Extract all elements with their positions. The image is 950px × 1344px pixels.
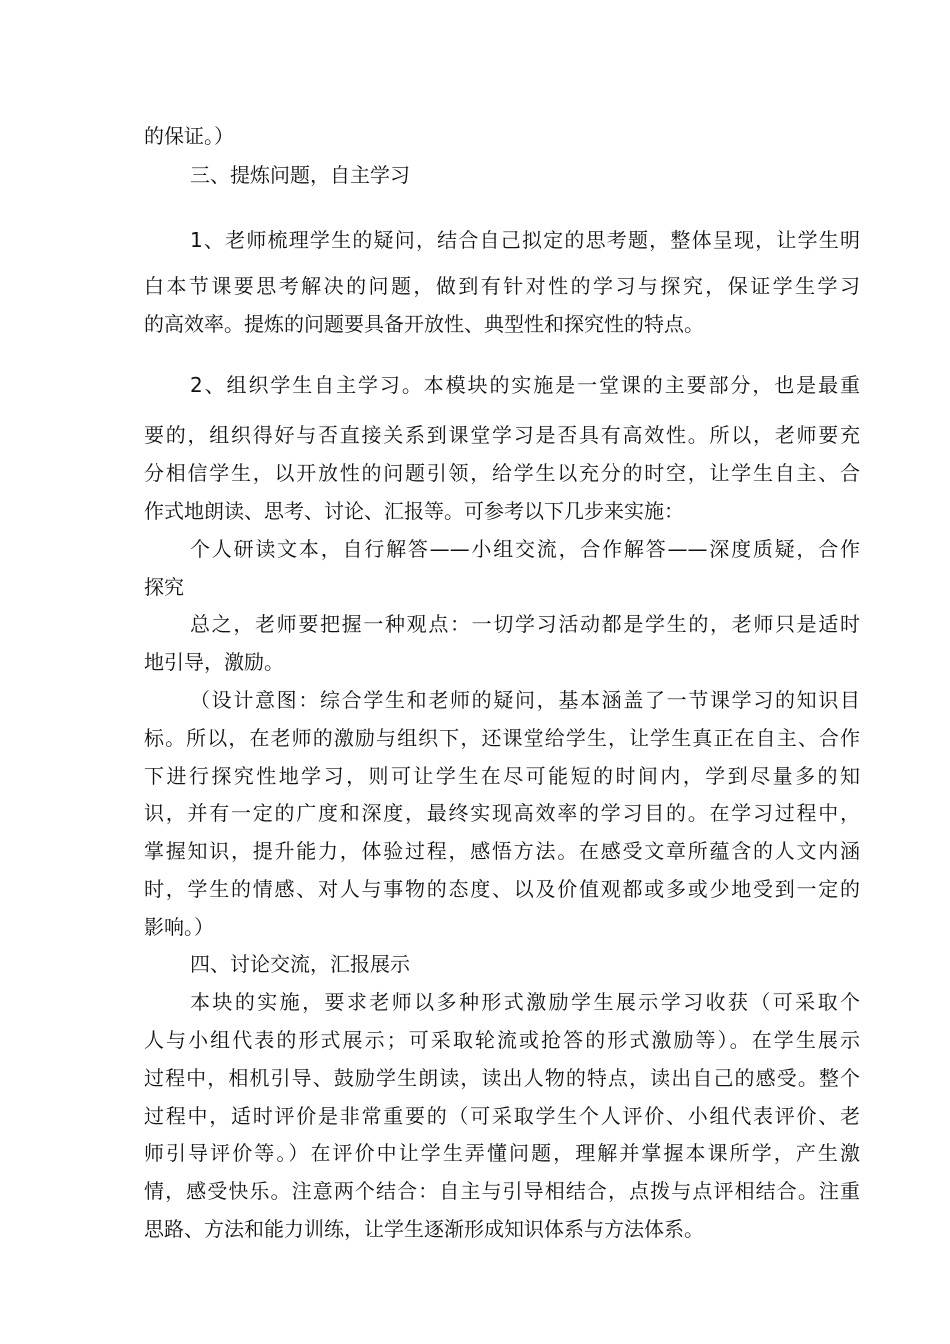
paragraph-line: 分相信学生，以开放性的问题引领，给学生以充分的时空，让学生自主、合	[144, 461, 860, 485]
paragraph-line: 时，学生的情感、对人与事物的态度、以及价值观都或多或少地受到一定的	[144, 877, 860, 901]
paragraph-line: 师引导评价等。）在评价中让学生弄懂问题，理解并掌握本课所学，产生激	[144, 1141, 860, 1165]
paragraph-line: 2、组织学生自主学习。本模块的实施是一堂课的主要部分，也是最重	[190, 373, 860, 397]
paragraph-line: 过程中，相机引导、鼓励学生朗读，读出人物的特点，读出自己的感受。整个	[144, 1066, 860, 1090]
paragraph-line: 标。所以，在老师的激励与组织下，还课堂给学生，让学生真正在自主、合作	[144, 726, 860, 750]
paragraph-line: 过程中，适时评价是非常重要的（可采取学生个人评价、小组代表评价、老	[144, 1104, 860, 1128]
paragraph-line: 下进行探究性地学习，则可让学生在尽可能短的时间内，学到尽量多的知	[144, 764, 860, 788]
paragraph-line: 探究	[144, 575, 184, 599]
paragraph-line: 影响。）	[144, 915, 214, 939]
paragraph-line: 的保证。）	[144, 124, 234, 148]
paragraph-line: 情，感受快乐。注意两个结合：自主与引导相结合，点拨与点评相结合。注重	[144, 1179, 860, 1203]
paragraph-line: 人与小组代表的形式展示；可采取轮流或抢答的形式激励等）。在学生展示	[144, 1028, 860, 1052]
paragraph-line: （设计意图：综合学生和老师的疑问，基本涵盖了一节课学习的知识目	[190, 688, 860, 712]
paragraph-line: 1、老师梳理学生的疑问，结合自己拟定的思考题，整体呈现，让学生明	[190, 228, 860, 252]
paragraph-line: 掌握知识，提升能力，体验过程，感悟方法。在感受文章所蕴含的人文内涵	[144, 839, 860, 863]
paragraph-line: 地引导，激励。	[144, 650, 284, 674]
paragraph-line: 作式地朗读、思考、讨论、汇报等。可参考以下几步来实施：	[144, 499, 684, 523]
paragraph-line: 本块的实施，要求老师以多种形式激励学生展示学习收获（可采取个	[190, 990, 860, 1014]
section-heading: 三、提炼问题，自主学习	[190, 163, 410, 187]
paragraph-line: 的高效率。提炼的问题要具备开放性、典型性和探究性的特点。	[144, 312, 704, 336]
paragraph-line: 要的，组织得好与否直接关系到课堂学习是否具有高效性。所以，老师要充	[144, 423, 860, 447]
section-heading: 四、讨论交流，汇报展示	[190, 952, 410, 976]
paragraph-line: 识，并有一定的广度和深度，最终实现高效率的学习目的。在学习过程中，	[144, 801, 860, 825]
paragraph-line: 思路、方法和能力训练，让学生逐渐形成知识体系与方法体系。	[144, 1217, 704, 1241]
paragraph-line: 个人研读文本，自行解答——小组交流，合作解答——深度质疑，合作	[190, 537, 860, 561]
paragraph-line: 白本节课要思考解决的问题，做到有针对性的学习与探究，保证学生学习	[144, 274, 860, 298]
paragraph-line: 总之，老师要把握一种观点：一切学习活动都是学生的，老师只是适时	[190, 612, 860, 636]
